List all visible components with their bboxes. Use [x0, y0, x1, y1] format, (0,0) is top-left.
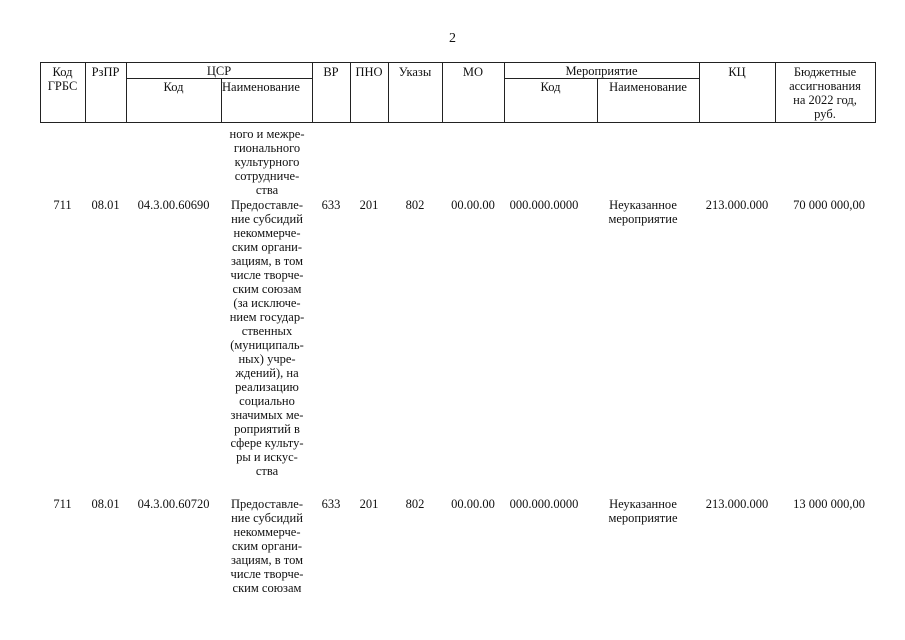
cell-vr: 633: [321, 497, 341, 511]
cell-mer-name: Неуказанное мероприятие: [608, 497, 678, 525]
cell-amount: 70 000 000,00: [793, 198, 865, 212]
header-pno: ПНО: [355, 65, 383, 79]
header-csr-kod: Код: [163, 80, 184, 94]
header-mo: МО: [462, 65, 484, 79]
cell-rzpr: 08.01: [91, 198, 120, 212]
cell-mer-kod: 000.000.0000: [509, 497, 579, 511]
header-meropriyatie: Мероприятие: [565, 64, 638, 78]
header-csr: ЦСР: [206, 64, 232, 78]
cell-rzpr: 08.01: [91, 497, 120, 511]
cell-mer-name: Неуказанное мероприятие: [608, 198, 678, 226]
cell-csr-name: Предоставле- ние субсидий некоммерче- ским органи- зациям, в том числе творче- ским союзам: [230, 497, 304, 595]
cell-ukazy: 802: [405, 497, 425, 511]
cell-kc: 213.000.000: [705, 497, 769, 511]
cell-mo: 00.00.00: [451, 497, 495, 511]
header-kod-grbs: Код ГРБС: [47, 65, 78, 93]
header-vr: ВР: [323, 65, 339, 79]
cell-ukazy: 802: [405, 198, 425, 212]
cell-pno: 201: [359, 497, 379, 511]
cell-grbs: 711: [53, 198, 72, 212]
cell-csr-kod: 04.3.00.60720: [137, 497, 210, 511]
header-ukazy: Указы: [398, 65, 432, 79]
cell-pno: 201: [359, 198, 379, 212]
header-kc: КЦ: [728, 65, 746, 79]
cell-amount: 13 000 000,00: [793, 497, 865, 511]
cell-csr-kod: 04.3.00.60690: [137, 198, 210, 212]
cell-csr-name: Предоставле- ние субсидий некоммерче- ским органи- зациям, в том числе творче- ским союзам (за исключе- нием государ- ственных (муниципаль- ных) учре- ждений), на реализацию социально значимых ме- роприятий в сфере культу- ры и искус- ства: [229, 198, 305, 478]
cell-kc: 213.000.000: [705, 198, 769, 212]
header-rzpr: РзПР: [91, 65, 120, 79]
cell-mo: 00.00.00: [451, 198, 495, 212]
header-csr-name: Наименование: [222, 80, 300, 94]
cell-vr: 633: [321, 198, 341, 212]
continuation-name-text: ного и межре- гионального культурного сотрудниче- ства: [229, 127, 305, 197]
cell-mer-kod: 000.000.0000: [509, 198, 579, 212]
header-mer-name: Наименование: [609, 80, 687, 94]
header-budget: Бюджетные ассигнования на 2022 год, руб.: [789, 65, 861, 121]
page-number: 2: [449, 31, 456, 46]
cell-grbs: 711: [53, 497, 72, 511]
header-mer-kod: Код: [540, 80, 561, 94]
